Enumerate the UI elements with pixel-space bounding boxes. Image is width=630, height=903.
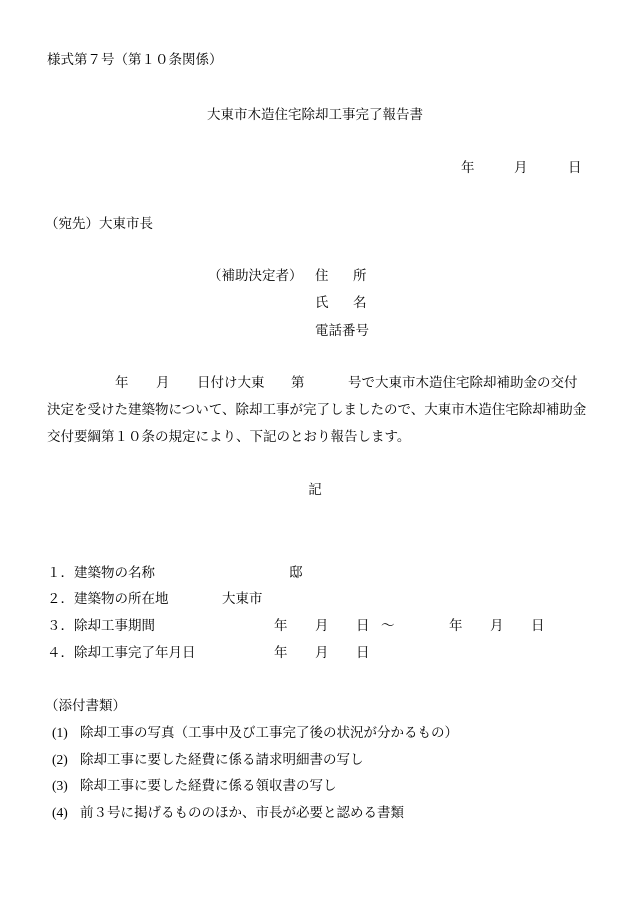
period-end-day: 日 xyxy=(531,618,545,633)
period-start-day: 日 xyxy=(356,618,370,633)
attachment-text: 除却工事の写真（工事中及び工事完了後の状況が分かるもの） xyxy=(80,725,458,740)
completion-year: 年 xyxy=(274,645,288,660)
item-completion-date-label: ４．除却工事完了年月日 xyxy=(47,645,196,660)
body-number-prefix: 第 xyxy=(291,375,305,390)
applicant-label: （補助決定者） xyxy=(208,268,303,283)
period-end-month: 月 xyxy=(490,618,504,633)
body-year-label: 年 xyxy=(115,375,129,390)
period-end-year: 年 xyxy=(449,618,463,633)
attachment-text: 除却工事に要した経費に係る請求明細書の写し xyxy=(80,752,364,767)
document-title: 大東市木造住宅除却工事完了報告書 xyxy=(207,107,423,122)
period-tilde: 〜 xyxy=(381,618,395,633)
item-building-name-label: １．建築物の名称 xyxy=(47,565,155,580)
item-building-location-label: ２．建築物の所在地 xyxy=(47,591,169,606)
address-label-1: 住 xyxy=(315,268,329,283)
body-day-suffix: 日付け大東 xyxy=(197,375,265,390)
attachment-number: (1) xyxy=(52,725,68,740)
attachment-number: (3) xyxy=(52,778,68,793)
period-start-year: 年 xyxy=(274,618,288,633)
attachment-text: 前３号に掲げるもののほか、市長が必要と認める書類 xyxy=(80,805,404,820)
addressee: （宛先）大東市長 xyxy=(45,216,153,231)
form-number: 様式第７号（第１０条関係） xyxy=(47,52,223,67)
phone-label: 電話番号 xyxy=(315,323,369,338)
body-month-label: 月 xyxy=(156,375,170,390)
item-building-name-value: 邸 xyxy=(289,565,303,580)
date-day-label: 日 xyxy=(568,160,582,175)
attachment-number: (4) xyxy=(52,805,68,820)
attachments-heading: （添付書類） xyxy=(45,698,126,713)
attachment-text: 除却工事に要した経費に係る領収書の写し xyxy=(80,778,337,793)
body-line1-rest: 号で大東市木造住宅除却補助金の交付 xyxy=(348,375,578,390)
period-start-month: 月 xyxy=(315,618,329,633)
body-line2: 決定を受けた建築物について、除却工事が完了しましたので、大東市木造住宅除却補助金 xyxy=(47,402,587,417)
name-label-2: 名 xyxy=(353,295,367,310)
completion-day: 日 xyxy=(356,645,370,660)
item-building-location-value: 大東市 xyxy=(222,591,263,606)
completion-month: 月 xyxy=(315,645,329,660)
ki-heading: 記 xyxy=(308,482,322,497)
body-line3: 交付要綱第１０条の規定により、下記のとおり報告します。 xyxy=(47,429,411,444)
name-label-1: 氏 xyxy=(315,295,329,310)
address-label-2: 所 xyxy=(353,268,367,283)
attachment-number: (2) xyxy=(52,752,68,767)
date-year-label: 年 xyxy=(461,160,475,175)
item-work-period-label: ３．除却工事期間 xyxy=(47,618,155,633)
date-month-label: 月 xyxy=(514,160,528,175)
